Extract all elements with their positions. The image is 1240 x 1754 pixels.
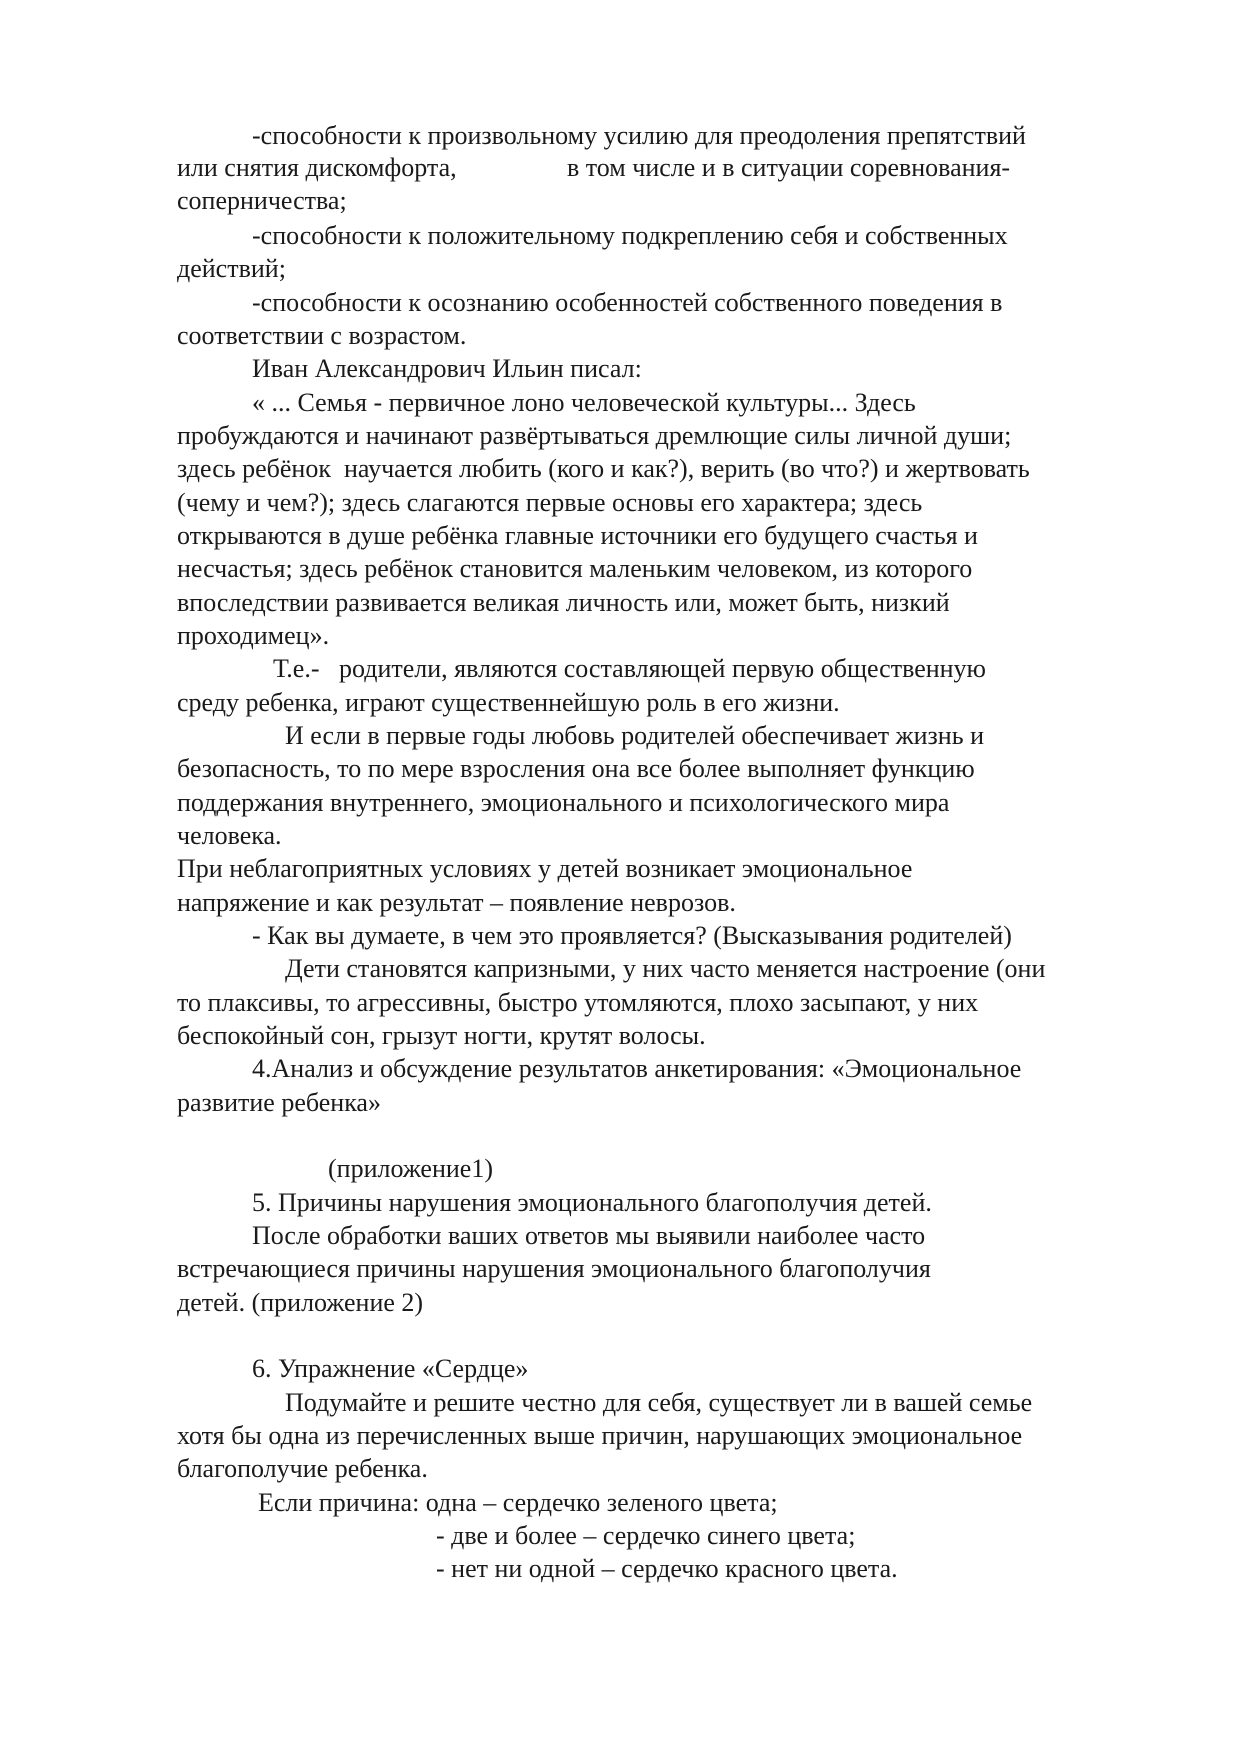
text-line: или снятия дискомфорта,: [177, 153, 457, 182]
text-line: несчастья; здесь ребёнок становится маленьким человеком, из которого: [177, 554, 973, 583]
text-line: - нет ни одной – сердечко красного цвета.: [436, 1554, 898, 1583]
text-line: соперничества;: [177, 186, 347, 215]
text-line: Дети становятся капризными, у них часто меняется настроение (они: [285, 954, 1046, 983]
text-line: впоследствии развивается великая личность или, может быть, низкий: [177, 588, 950, 617]
text-line: благополучие ребенка.: [177, 1454, 428, 1483]
text-line: (чему и чем?); здесь слагаются первые основы его характера; здесь: [177, 488, 923, 517]
text-line: здесь ребёнок научается любить (кого и как?), верить (во что?) и жертвовать: [177, 454, 1030, 483]
text-line: то плаксивы, то агрессивны, быстро утомляются, плохо засыпают, у них: [177, 988, 979, 1017]
text-line: Т.е.- родители, являются составляющей первую общественную: [273, 654, 986, 683]
text-line: напряжение и как результат – появление неврозов.: [177, 888, 736, 917]
text-line: После обработки ваших ответов мы выявили наиболее часто: [252, 1221, 926, 1250]
text-line: 4.Анализ и обсуждение результатов анкетирования: «Эмоциональное: [252, 1054, 1022, 1083]
text-line: 5. Причины нарушения эмоционального благополучия детей.: [252, 1188, 932, 1217]
text-line: в том числе и в ситуации соревнования-: [567, 153, 1011, 182]
text-line: хотя бы одна из перечисленных выше причин, нарушающих эмоциональное: [177, 1421, 1023, 1450]
text-line: поддержания внутреннего, эмоционального и психологического мира: [177, 788, 950, 817]
text-line: пробуждаются и начинают развёртываться дремлющие силы личной души;: [177, 421, 1012, 450]
text-line: Если причина: одна – сердечко зеленого цвета;: [258, 1488, 778, 1517]
text-line: 6. Упражнение «Сердце»: [252, 1354, 529, 1383]
text-line: действий;: [177, 254, 286, 283]
text-line: безопасность, то по мере взросления она все более выполняет функцию: [177, 754, 975, 783]
text-line: Иван Александрович Ильин писал:: [252, 354, 642, 383]
text-line: И если в первые годы любовь родителей обеспечивает жизнь и: [285, 721, 984, 750]
text-line: человека.: [177, 821, 282, 850]
text-line: беспокойный сон, грызут ногти, крутят волосы.: [177, 1021, 706, 1050]
text-line: При неблагоприятных условиях у детей возникает эмоциональное: [177, 854, 913, 883]
text-line: - две и более – сердечко синего цвета;: [436, 1521, 856, 1550]
text-line: встречающиеся причины нарушения эмоционального благополучия: [177, 1254, 931, 1283]
text-line: (приложение1): [328, 1154, 494, 1183]
text-line: -способности к произвольному усилию для преодоления препятствий: [252, 121, 1026, 150]
text-line: соответствии с возрастом.: [177, 321, 467, 350]
text-line: открываются в душе ребёнка главные источники его будущего счастья и: [177, 521, 978, 550]
text-line: « ... Семья - первичное лоно человеческой культуры... Здесь: [252, 388, 916, 417]
text-line: - Как вы думаете, в чем это проявляется? (Высказывания родителей): [252, 921, 1012, 950]
text-line: детей. (приложение 2): [177, 1288, 424, 1317]
text-line: Подумайте и решите честно для себя, существует ли в вашей семье: [285, 1388, 1033, 1417]
text-line: -способности к осознанию особенностей собственного поведения в: [252, 288, 1003, 317]
text-line: среду ребенка, играют существеннейшую роль в его жизни.: [177, 688, 840, 717]
text-line: развитие ребенка»: [177, 1088, 381, 1117]
text-line: проходимец».: [177, 621, 330, 650]
text-line: -способности к положительному подкреплению себя и собственных: [252, 221, 1008, 250]
